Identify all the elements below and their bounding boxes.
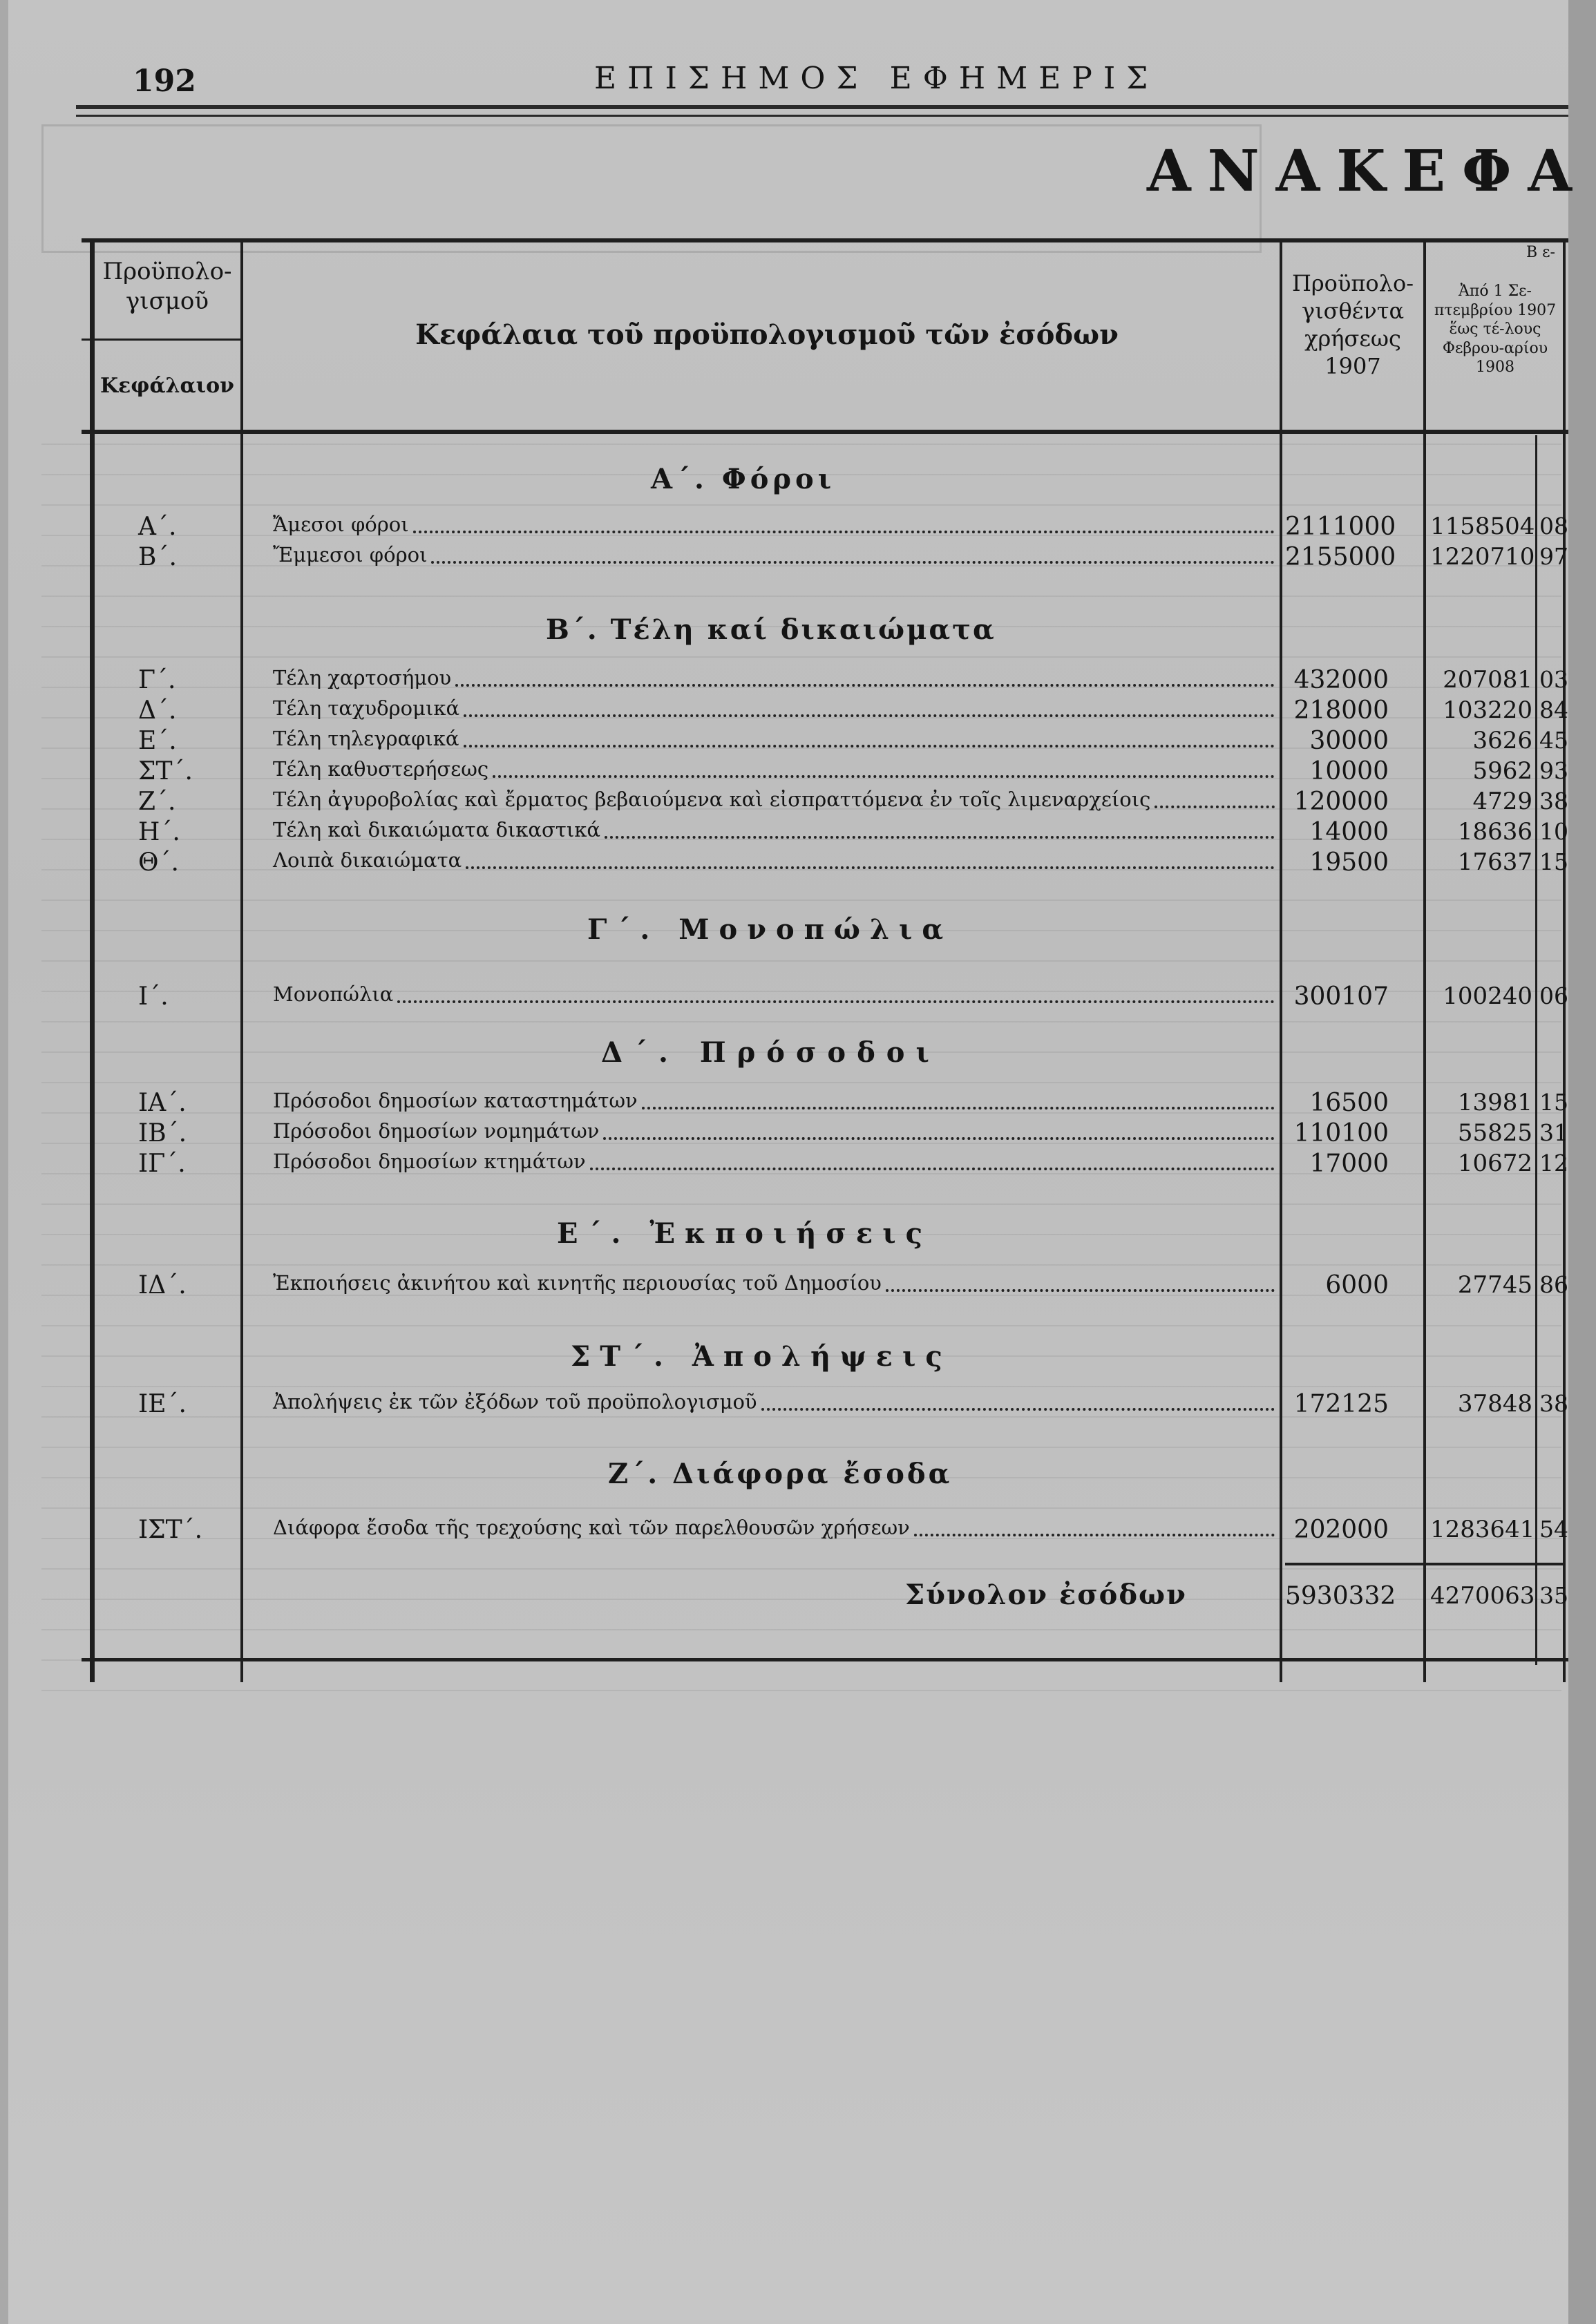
table-row (0, 1271, 1568, 1300)
table-row (0, 1089, 1568, 1118)
chapter-header-rule (82, 339, 240, 341)
total-budgeted: 5930332 (1285, 1582, 1396, 1610)
row-collected: 13981 (1457, 1089, 1532, 1116)
row-collected: 5962 (1472, 757, 1532, 785)
leader-dots (464, 714, 1275, 717)
budgeted-column-rule (1280, 238, 1282, 1682)
section-misc-title: Ζ΄. Διάφορα ἔσοδα (608, 1458, 953, 1490)
budgeted-header: Προϋπολο-γισθέντα χρήσεως 1907 (1291, 270, 1414, 379)
row-code: Α΄. (138, 513, 177, 541)
totals-top-rule (1285, 1563, 1564, 1565)
row-cents: 08 (1539, 513, 1568, 540)
section-heading: ΑΝΑΚΕΦΑ (1147, 138, 1589, 204)
chapter-column-rule (240, 238, 243, 1682)
row-cents: 15 (1539, 1089, 1568, 1116)
row-budgeted: 17000 (1309, 1150, 1389, 1178)
row-collected: 27745 (1457, 1271, 1532, 1299)
table-row (0, 982, 1568, 1011)
row-budgeted: 6000 (1325, 1271, 1389, 1299)
row-description: Τέλη ἀγυροβολίας καὶ ἔρματος βεβαιούμενα καὶ εἰσπραττόμενα ἐν τοῖς λιμεναρχείοις (273, 788, 1151, 811)
row-cents: 10 (1539, 818, 1568, 845)
row-code: Θ΄. (138, 848, 179, 877)
header-bottom-rule (82, 430, 1568, 434)
leader-dots (455, 684, 1275, 687)
row-code: ΙΕ΄. (138, 1390, 187, 1418)
row-cents: 03 (1539, 666, 1568, 693)
table-row (0, 788, 1568, 817)
leader-dots (886, 1289, 1275, 1292)
totals-row (0, 1582, 1568, 1611)
table-row (0, 757, 1568, 786)
row-cents: 06 (1539, 982, 1568, 1009)
page-right-edge (1568, 0, 1596, 2324)
row-budgeted: 16500 (1309, 1089, 1389, 1117)
section-recoveries-title: ΣΤ΄. Ἀπολήψεις (571, 1340, 952, 1373)
row-budgeted: 110100 (1293, 1119, 1389, 1147)
row-budgeted: 10000 (1309, 757, 1389, 785)
row-code: Ζ΄. (138, 788, 176, 816)
section-fees-title: Β΄. Τέλη καί δικαιώματα (546, 613, 996, 646)
leader-dots (1155, 806, 1275, 808)
row-budgeted: 202000 (1293, 1516, 1389, 1544)
row-collected: 55825 (1457, 1119, 1532, 1147)
collected-header-fragment: Β ε- (1526, 244, 1555, 261)
masthead-rule (76, 105, 1568, 109)
table-row (0, 666, 1568, 695)
row-budgeted: 14000 (1309, 818, 1389, 846)
total-collected: 4270063 (1430, 1582, 1535, 1610)
row-collected: 103220 (1443, 696, 1532, 724)
leader-dots (464, 745, 1275, 747)
row-cents: 97 (1539, 543, 1568, 570)
row-collected: 207081 (1443, 666, 1532, 694)
row-budgeted: 120000 (1293, 788, 1389, 816)
section-revenues-title: Δ΄. Πρόσοδοι (601, 1036, 940, 1069)
row-code: Δ΄. (138, 696, 177, 725)
row-budgeted: 172125 (1293, 1390, 1389, 1418)
row-description: Πρόσοδοι δημοσίων νομημάτων (273, 1119, 600, 1143)
total-cents: 35 (1539, 1582, 1568, 1609)
row-description: Ἐκποιήσεις ἀκινήτου καὶ κινητῆς περιουσίας τοῦ Δημοσίου (273, 1271, 882, 1295)
row-cents: 38 (1539, 1390, 1568, 1417)
leader-dots (642, 1107, 1275, 1109)
row-cents: 12 (1539, 1150, 1568, 1177)
row-cents: 15 (1539, 848, 1568, 875)
section-taxes-title: Α΄. Φόροι (651, 463, 836, 495)
row-description: Πρόσοδοι δημοσίων καταστημάτων (273, 1089, 638, 1112)
collected-column-rule (1423, 238, 1426, 1682)
table-row (0, 727, 1568, 756)
table-row (0, 848, 1568, 877)
page-number: 192 (133, 64, 196, 99)
row-collected: 37848 (1457, 1390, 1532, 1418)
row-collected: 10672 (1457, 1150, 1532, 1177)
masthead-rule-thin (76, 115, 1568, 117)
row-cents: 84 (1539, 696, 1568, 723)
row-code: Η΄. (138, 818, 180, 846)
row-collected: 100240 (1443, 982, 1532, 1010)
row-collected: 17637 (1457, 848, 1532, 876)
bleed-through-table (41, 124, 1262, 253)
row-code: ΣΤ΄. (138, 757, 193, 785)
cents-column-rule (1535, 435, 1537, 1665)
section-monopolies-title: Γ΄. Μονοπώλια (587, 913, 953, 946)
row-description: Τέλη καθυστερήσεως (273, 757, 489, 781)
gazette-title: ΕΠΙΣΗΜΟΣ ΕΦΗΜΕΡΙΣ (594, 61, 1159, 96)
leader-dots (603, 1137, 1275, 1140)
row-code: ΙΔ΄. (138, 1271, 187, 1299)
table-row (0, 1150, 1568, 1179)
row-description: Ἄμεσοι φόροι (273, 513, 409, 536)
row-description: Τέλη χαρτοσήμου (273, 666, 452, 689)
row-code: ΙΑ΄. (138, 1089, 187, 1117)
row-code: Β΄. (138, 543, 177, 571)
row-cents: 93 (1539, 757, 1568, 784)
table-row (0, 543, 1568, 572)
row-description: Πρόσοδοι δημοσίων κτημάτων (273, 1150, 586, 1173)
row-code: ΙΣΤ΄. (138, 1516, 203, 1544)
row-cents: 38 (1539, 788, 1568, 815)
table-bottom-rule (82, 1658, 1568, 1661)
row-description: Διάφορα ἔσοδα τῆς τρεχούσης καὶ τῶν παρελθουσῶν χρήσεων (273, 1516, 910, 1539)
leader-dots (413, 531, 1275, 533)
row-description: Τέλη καὶ δικαιώματα δικαστικά (273, 818, 600, 841)
leader-dots (590, 1168, 1275, 1170)
leader-dots (397, 1000, 1275, 1003)
chapter-header: Κεφάλαιον (99, 374, 234, 398)
leader-dots (493, 775, 1275, 778)
row-collected: 1283641 (1430, 1516, 1535, 1543)
row-code: Ι΄. (138, 982, 169, 1011)
table-row (0, 1119, 1568, 1148)
row-code: ΙΒ΄. (138, 1119, 187, 1147)
row-code: Ε΄. (138, 727, 177, 755)
row-description: Μονοπώλια (273, 982, 394, 1006)
row-cents: 31 (1539, 1119, 1568, 1146)
leader-dots (914, 1534, 1275, 1536)
leader-dots (761, 1408, 1275, 1411)
row-budgeted: 2111000 (1285, 513, 1396, 541)
budget-group-header: Προϋπολο-γισμοῦ (102, 258, 232, 315)
row-budgeted: 218000 (1293, 696, 1389, 725)
leader-dots (605, 836, 1275, 839)
table-row (0, 818, 1568, 847)
row-cents: 86 (1539, 1271, 1568, 1298)
table-top-rule (82, 238, 1568, 242)
leader-dots (431, 561, 1275, 564)
section-alienations-title: Ε΄. Ἐκποιήσεις (557, 1217, 932, 1250)
leader-dots (466, 866, 1275, 869)
row-cents: 45 (1539, 727, 1568, 754)
row-description: Ἀπολήψεις ἐκ τῶν ἐξόδων τοῦ προϋπολογισμοῦ (273, 1390, 757, 1413)
row-collected: 18636 (1457, 818, 1532, 846)
collected-header: Ἀπό 1 Σε-πτεμβρίου 1907 ἕως τέ-λους Φεβρου-αρίου 1908 (1434, 283, 1557, 376)
revenue-chapters-header: Κεφάλαια τοῦ προϋπολογισμοῦ τῶν ἐσόδων (415, 318, 1119, 351)
table-row (0, 696, 1568, 725)
table-row (0, 513, 1568, 542)
row-description: Τέλη τηλεγραφικά (273, 727, 459, 750)
row-description: Ἔμμεσοι φόροι (273, 543, 428, 566)
row-budgeted: 30000 (1309, 727, 1389, 755)
row-collected: 1220710 (1430, 543, 1535, 571)
row-budgeted: 2155000 (1285, 543, 1396, 571)
table-right-border (1563, 238, 1566, 1682)
row-code: Γ΄. (138, 666, 176, 694)
row-code: ΙΓ΄. (138, 1150, 186, 1178)
table-row (0, 1516, 1568, 1545)
row-description: Τέλη ταχυδρομικά (273, 696, 460, 720)
table-left-border (90, 238, 95, 1682)
row-budgeted: 19500 (1309, 848, 1389, 877)
row-budgeted: 432000 (1293, 666, 1389, 694)
totals-label: Σύνολον ἐσόδων (905, 1579, 1187, 1611)
row-collected: 3626 (1472, 727, 1532, 754)
table-row (0, 1390, 1568, 1419)
row-description: Λοιπὰ δικαιώματα (273, 848, 462, 872)
row-cents: 54 (1539, 1516, 1568, 1543)
row-collected: 4729 (1472, 788, 1532, 815)
row-budgeted: 300107 (1293, 982, 1389, 1011)
row-collected: 1158504 (1430, 513, 1535, 540)
